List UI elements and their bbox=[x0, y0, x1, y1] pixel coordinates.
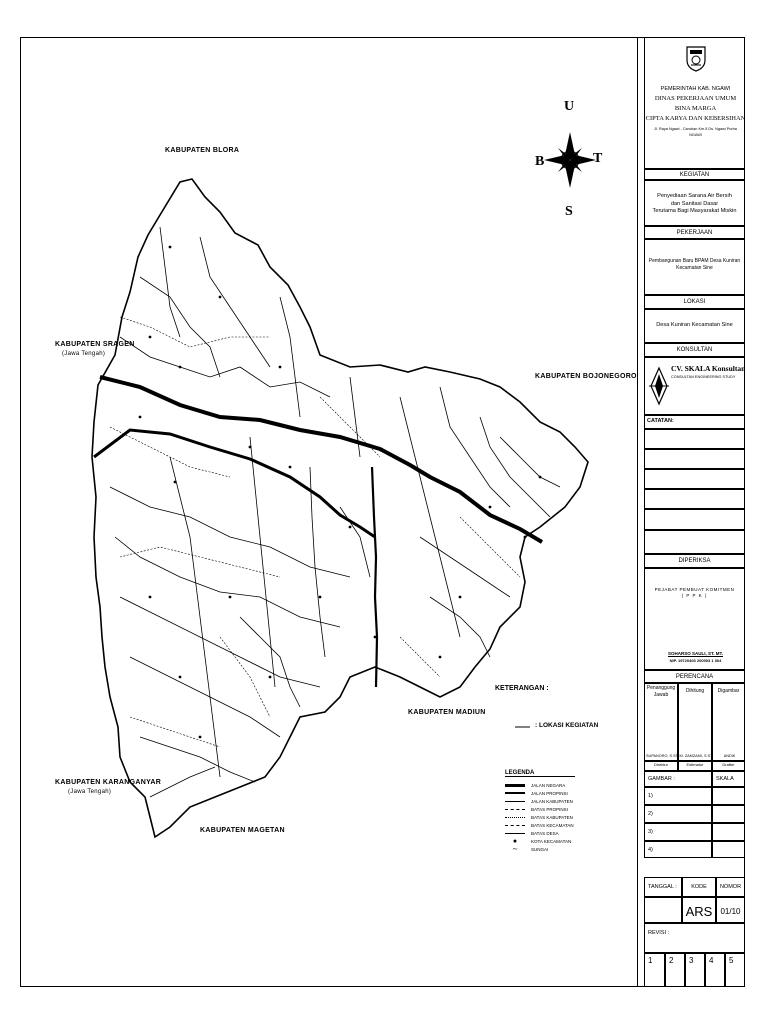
address-1: Jl. Raya Ngawi - Caruban Km.5 Ds. Ngawi Purba bbox=[654, 127, 737, 131]
revisi-box bbox=[725, 953, 745, 987]
catatan-line bbox=[644, 489, 745, 509]
pekerjaan-line-2: Kecamatan Sine bbox=[676, 264, 713, 271]
skala-cell bbox=[712, 787, 745, 805]
lokasi-section bbox=[644, 309, 745, 343]
gov-line-3: BINA MARGA bbox=[674, 105, 717, 112]
person-name: SUPANORO, S.ST bbox=[646, 753, 678, 758]
gambar-row-label: 3) bbox=[648, 829, 653, 835]
diperiksa-section bbox=[644, 568, 745, 670]
skala-cell bbox=[712, 823, 745, 841]
legend-title: LEGENDA bbox=[505, 770, 575, 777]
kegiatan-label: KEGIATAN bbox=[644, 169, 745, 180]
header-section bbox=[644, 37, 745, 169]
gambar-row-label: 4) bbox=[648, 847, 653, 853]
person-name: ANDIK bbox=[723, 753, 736, 758]
compass-north: U bbox=[564, 99, 575, 114]
pejabat-line-2: ( P P K ) bbox=[681, 593, 708, 599]
map-area bbox=[20, 37, 638, 987]
pekerjaan-section bbox=[644, 239, 745, 295]
lokasi-label: LOKASI bbox=[644, 295, 745, 309]
label-sragen-sub: (Jawa Tengah) bbox=[62, 351, 106, 357]
person-role-cell bbox=[712, 761, 745, 771]
kegiatan-line-2: dan Sanitasi Dasar bbox=[670, 200, 719, 207]
legend bbox=[505, 770, 585, 853]
label-sragen: KABUPATEN SRAGEN bbox=[55, 341, 135, 348]
settlement-marks bbox=[139, 246, 542, 739]
address-2: NGAWI bbox=[689, 133, 702, 137]
revisi-number: 3 bbox=[689, 956, 694, 965]
catatan-line bbox=[644, 449, 745, 469]
diperiksa-label: DIPERIKSA bbox=[644, 554, 745, 568]
label-madiun: KABUPATEN MADIUN bbox=[408, 709, 486, 716]
revisi-box bbox=[644, 953, 665, 987]
gambar-row-label: 2) bbox=[648, 811, 653, 817]
catatan-section bbox=[644, 415, 745, 429]
tanggal-header bbox=[644, 877, 682, 897]
keterangan-title: KETERANGAN : bbox=[495, 685, 549, 692]
gov-line-4: CIPTA KARYA DAN KEBERSIHAN bbox=[645, 115, 746, 122]
nomor-label: NOMOR bbox=[719, 884, 742, 890]
label-magetan: KABUPATEN MAGETAN bbox=[200, 827, 285, 834]
tanggal-cell bbox=[644, 897, 682, 923]
compass-east: T bbox=[593, 151, 603, 166]
role-cell bbox=[712, 683, 745, 761]
province-road bbox=[94, 430, 375, 537]
person-role: Drafter bbox=[722, 762, 735, 767]
label-karanganyar: KABUPATEN KARANGANYAR bbox=[55, 779, 162, 786]
kode-value: ARS bbox=[685, 904, 713, 919]
skala-label: SKALA bbox=[716, 776, 734, 782]
gambar-row bbox=[644, 841, 712, 858]
skala-header bbox=[712, 771, 745, 787]
kode-label: KODE bbox=[691, 884, 707, 890]
tanggal-label: TANGGAL : bbox=[648, 884, 677, 890]
compass-rose bbox=[544, 132, 596, 188]
vertical-road bbox=[372, 467, 377, 687]
catatan-line bbox=[644, 469, 745, 489]
skala-cell bbox=[712, 805, 745, 823]
kegiatan-section bbox=[644, 180, 745, 226]
revisi-number: 4 bbox=[709, 956, 714, 965]
konsultan-sub: CONSULTAN ENGINEERING STUDY bbox=[671, 375, 736, 379]
kegiatan-line-1: Penyediaan Sarana Air Bersih bbox=[657, 193, 732, 199]
gambar-row bbox=[644, 787, 712, 805]
kode-header bbox=[682, 877, 716, 897]
keterangan-lokasi: : LOKASI KEGIATAN bbox=[535, 722, 599, 729]
gambar-row bbox=[644, 805, 712, 823]
legend-item: ∼ SUNGAI bbox=[512, 846, 549, 853]
gambar-row-label: 1) bbox=[648, 793, 653, 799]
konsultan-name: CV. SKALA Konsultan bbox=[671, 364, 746, 373]
nomor-cell bbox=[716, 897, 745, 923]
person-role: Direktur bbox=[653, 762, 668, 767]
legend-item: ● KOTA KECAMATAN bbox=[512, 837, 572, 845]
role-cell bbox=[644, 683, 678, 761]
district-borders bbox=[110, 317, 520, 747]
pejabat-line-1: PEJABAT PEMBUAT KOMITMEN bbox=[654, 587, 735, 592]
role-cell bbox=[678, 683, 712, 761]
person-role: Estimator bbox=[686, 762, 704, 767]
revisi-number: 2 bbox=[669, 956, 674, 965]
revisi-number: 1 bbox=[648, 956, 653, 965]
nomor-header bbox=[716, 877, 745, 897]
label-bojonegoro: KABUPATEN BOJONEGORO bbox=[535, 373, 637, 380]
person-role-cell bbox=[678, 761, 712, 771]
legend-item: JALAN NEGARA bbox=[505, 781, 585, 789]
revisi-box bbox=[685, 953, 705, 987]
government-logo-icon bbox=[685, 44, 707, 72]
skala-cell bbox=[712, 841, 745, 858]
revisi-box bbox=[665, 953, 685, 987]
nomor-value: 01/10 bbox=[720, 907, 741, 916]
legend-item: BATAS DESA bbox=[505, 829, 585, 837]
konsultan-section bbox=[644, 357, 745, 415]
gov-line-1: PEMERINTAH KAB. NGAWI bbox=[660, 86, 731, 92]
consultant-logo-icon bbox=[649, 366, 669, 406]
label-karanganyar-sub: (Jawa Tengah) bbox=[68, 789, 112, 795]
pekerjaan-line-1: Pembangunan Baru BPAM Desa Kuniran bbox=[648, 258, 741, 264]
catatan-line bbox=[644, 530, 745, 554]
compass-south: S bbox=[565, 204, 573, 219]
gov-line-2: DINAS PEKERJAAN UMUM bbox=[654, 95, 737, 102]
official-nip: NIP. 19720403 200003 1 004 bbox=[669, 658, 722, 663]
pekerjaan-label: PEKERJAAN bbox=[644, 226, 745, 239]
compass-west: B bbox=[535, 154, 545, 169]
title-block bbox=[644, 37, 745, 987]
gambar-header bbox=[644, 771, 712, 787]
kode-cell bbox=[682, 897, 716, 923]
revisi-section bbox=[644, 923, 745, 953]
official-name: SOHARSO SAULI, ST. MT. bbox=[667, 651, 723, 656]
gambar-row bbox=[644, 823, 712, 841]
role-label: Penanggung Jawab bbox=[646, 685, 676, 698]
kegiatan-line-3: Terutama Bagi Masyarakat Miskin bbox=[652, 208, 737, 215]
catatan-label: CATATAN: bbox=[647, 418, 674, 424]
role-label: Digambar bbox=[717, 688, 740, 694]
revisi-box bbox=[705, 953, 725, 987]
revisi-number: 5 bbox=[729, 956, 734, 965]
perencana-label: PERENCANA bbox=[644, 670, 745, 683]
role-label: Dihitung bbox=[685, 688, 705, 694]
revisi-label: REVISI : bbox=[648, 930, 670, 936]
lokasi-text: Desa Kuniran Kecamatan Sine bbox=[656, 322, 733, 328]
legend-item: JALAN PROPINSI bbox=[505, 789, 585, 797]
national-road bbox=[100, 377, 542, 542]
legend-item: BATAS PROPINSI bbox=[505, 805, 585, 813]
konsultan-label: KONSULTAN bbox=[644, 343, 745, 357]
person-role-cell bbox=[644, 761, 678, 771]
legend-item: JALAN KABUPATEN bbox=[505, 797, 585, 805]
legend-item: BATAS KECAMATAN bbox=[505, 821, 585, 829]
catatan-line bbox=[644, 429, 745, 449]
person-name: M. ZAMZAMI, S.ST bbox=[679, 753, 713, 758]
gambar-label: GAMBAR : bbox=[648, 776, 675, 782]
label-blora: KABUPATEN BLORA bbox=[165, 147, 240, 154]
legend-item: BATAS KABUPATEN bbox=[505, 813, 585, 821]
catatan-line bbox=[644, 509, 745, 530]
